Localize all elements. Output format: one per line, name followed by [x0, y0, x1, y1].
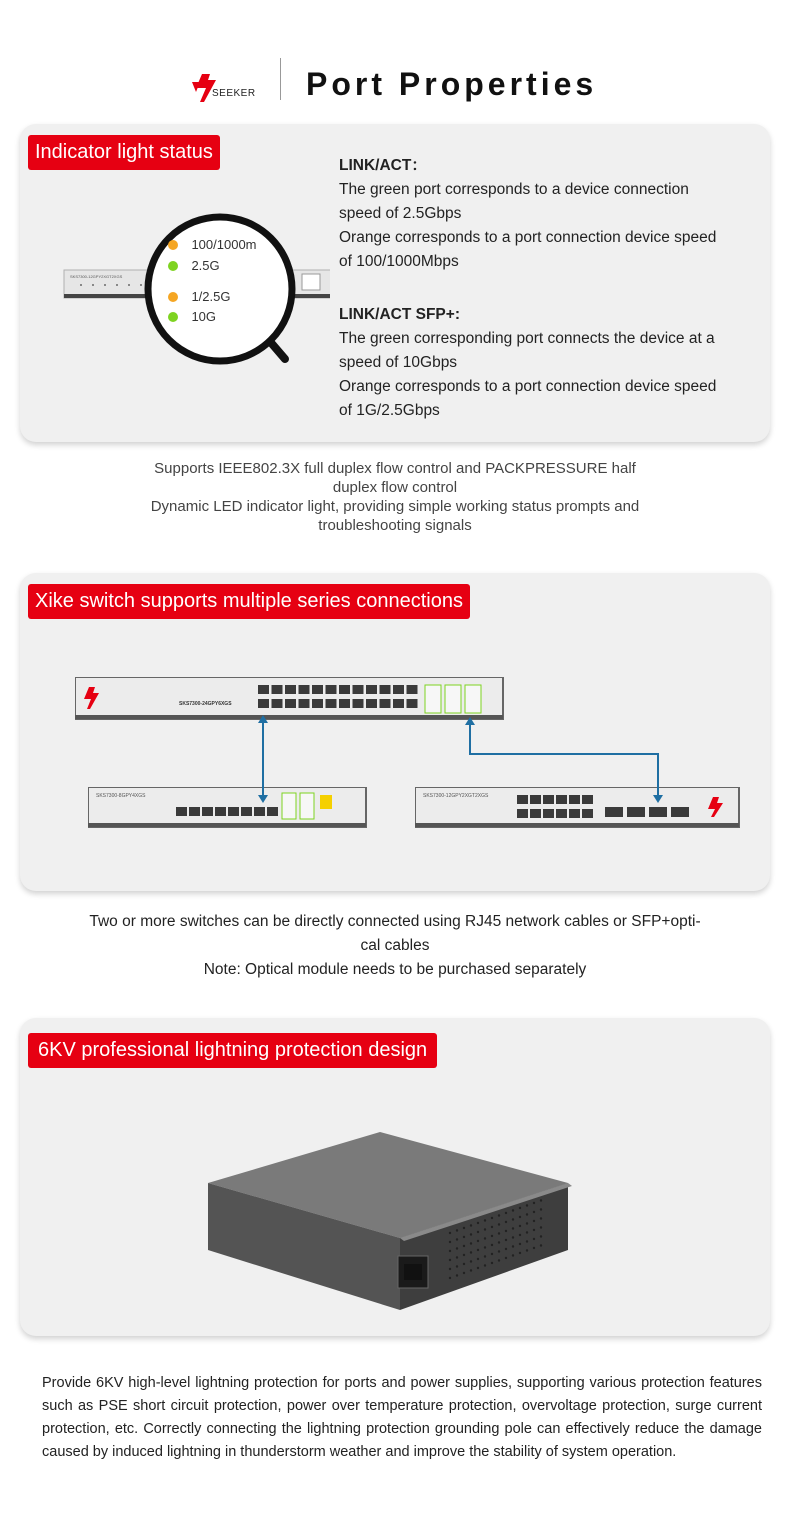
vent-hole: [519, 1216, 521, 1218]
vent-hole: [456, 1238, 458, 1240]
vent-hole: [505, 1230, 507, 1232]
vent-hole: [540, 1235, 542, 1237]
legend-item-1-2-5g: 1/2.5G: [168, 288, 230, 306]
vent-hole: [526, 1231, 528, 1233]
legend-item-2-5g: 2.5G: [168, 257, 220, 275]
vent-hole: [540, 1199, 542, 1201]
vent-hole: [505, 1221, 507, 1223]
vent-hole: [533, 1247, 535, 1249]
section-badge-indicator: Indicator light status: [28, 135, 220, 170]
vent-hole: [533, 1238, 535, 1240]
vent-hole: [491, 1253, 493, 1255]
vent-hole: [463, 1272, 465, 1274]
vent-hole: [540, 1244, 542, 1246]
vent-hole: [484, 1228, 486, 1230]
link-act-sfp-line: Orange corresponds to a port connection device speed: [339, 378, 717, 395]
page-title: Port Properties: [306, 66, 598, 102]
vent-hole: [491, 1244, 493, 1246]
header-divider: [280, 58, 281, 100]
vent-hole: [540, 1208, 542, 1210]
vent-hole: [505, 1257, 507, 1259]
link-act-sfp-info: [339, 303, 759, 423]
series-connection-card: [20, 573, 770, 891]
link-act-title: LINK/ACT：: [339, 157, 427, 174]
vent-hole: [491, 1217, 493, 1219]
vent-hole: [498, 1241, 500, 1243]
vent-hole: [470, 1224, 472, 1226]
vent-hole: [484, 1255, 486, 1257]
left-switch-model: SKS7300-8GPY4XGS: [96, 793, 146, 799]
vent-hole: [449, 1277, 451, 1279]
vent-hole: [491, 1235, 493, 1237]
page-header: [0, 0, 790, 120]
vent-hole: [456, 1265, 458, 1267]
vent-hole: [491, 1262, 493, 1264]
vent-hole: [477, 1258, 479, 1260]
vent-hole: [477, 1222, 479, 1224]
caption-series-connection: Two or more switches can be directly connected using RJ45 network cables or SFP+opti- cal cables Note: Optical module needs to be purchased separately: [89, 913, 701, 978]
strip-model-label: SKS7300-12GPY2XGT2XGS: [70, 274, 123, 279]
vent-hole: [477, 1231, 479, 1233]
vent-hole: [484, 1237, 486, 1239]
vent-hole: [491, 1226, 493, 1228]
vent-hole: [540, 1226, 542, 1228]
caption-flow-control: Supports IEEE802.3X full duplex flow control and PACKPRESSURE half duplex flow control Dynamic LED indicator light, providing simple working status prompts and troubleshooting signals: [150, 460, 640, 534]
vent-hole: [456, 1247, 458, 1249]
vent-hole: [512, 1227, 514, 1229]
link-act-sfp-line: of 1G/2.5Gbps: [339, 402, 440, 419]
link-act-sfp-line: The green corresponding port connects the device at a: [339, 330, 715, 347]
vent-hole: [449, 1250, 451, 1252]
indicator-light-card: [20, 124, 770, 442]
vent-hole: [540, 1217, 542, 1219]
vent-hole: [463, 1245, 465, 1247]
vent-hole: [533, 1202, 535, 1204]
vent-hole: [519, 1252, 521, 1254]
switch-chassis-illustration: [200, 1128, 600, 1328]
vent-hole: [463, 1254, 465, 1256]
vent-hole: [512, 1218, 514, 1220]
vent-hole: [498, 1259, 500, 1261]
vent-hole: [470, 1242, 472, 1244]
section-badge-series: Xike switch supports multiple series connections: [28, 584, 470, 619]
vent-hole: [526, 1249, 528, 1251]
link-act-line: The green port corresponds to a device connection: [339, 181, 689, 198]
orange-dot-icon: [168, 292, 178, 302]
link-act-sfp-title: LINK/ACT SFP+:: [339, 306, 460, 323]
section-badge-lightning: 6KV professional lightning protection design: [28, 1033, 437, 1068]
vent-hole: [505, 1239, 507, 1241]
vent-hole: [463, 1236, 465, 1238]
vent-hole: [463, 1263, 465, 1265]
vent-hole: [519, 1225, 521, 1227]
vent-hole: [512, 1209, 514, 1211]
vent-hole: [505, 1212, 507, 1214]
vent-hole: [456, 1256, 458, 1258]
vent-hole: [449, 1259, 451, 1261]
vent-hole: [470, 1260, 472, 1262]
vent-hole: [484, 1246, 486, 1248]
right-switch-model: SKS7300-12GPY2XGT2XGS: [423, 793, 489, 799]
vent-hole: [498, 1232, 500, 1234]
green-dot-icon: [168, 312, 178, 322]
orange-dot-icon: [168, 240, 178, 250]
vent-hole: [526, 1222, 528, 1224]
vent-hole: [519, 1234, 521, 1236]
vent-hole: [505, 1248, 507, 1250]
vent-hole: [533, 1220, 535, 1222]
vent-hole: [519, 1243, 521, 1245]
vent-hole: [477, 1249, 479, 1251]
vent-hole: [456, 1274, 458, 1276]
vent-hole: [484, 1264, 486, 1266]
link-act-line: Orange corresponds to a port connection device speed: [339, 229, 717, 246]
vent-hole: [470, 1251, 472, 1253]
vent-hole: [526, 1240, 528, 1242]
vent-hole: [484, 1219, 486, 1221]
vent-hole: [477, 1240, 479, 1242]
vent-hole: [470, 1269, 472, 1271]
vent-hole: [512, 1236, 514, 1238]
connection-cables: [20, 573, 770, 891]
vent-hole: [477, 1267, 479, 1269]
vent-hole: [533, 1211, 535, 1213]
green-dot-icon: [168, 261, 178, 271]
vent-hole: [449, 1232, 451, 1234]
lightning-protection-card: [20, 1018, 770, 1336]
legend-item-10g: 10G: [168, 308, 216, 326]
legend-item-100-1000m: 100/1000m: [168, 236, 257, 254]
vent-hole: [449, 1268, 451, 1270]
vent-hole: [533, 1229, 535, 1231]
vent-hole: [449, 1241, 451, 1243]
vent-hole: [498, 1250, 500, 1252]
vent-hole: [526, 1204, 528, 1206]
vent-hole: [470, 1233, 472, 1235]
vent-hole: [519, 1207, 521, 1209]
link-act-sfp-line: speed of 10Gbps: [339, 354, 458, 371]
vent-hole: [498, 1223, 500, 1225]
link-act-line: of 100/1000Mbps: [339, 253, 459, 270]
vent-hole: [512, 1254, 514, 1256]
vent-hole: [498, 1214, 500, 1216]
vent-hole: [512, 1245, 514, 1247]
vent-hole: [463, 1227, 465, 1229]
link-act-line: speed of 2.5Gbps: [339, 205, 462, 222]
lightning-protection-description: Provide 6KV high-level lightning protection for ports and power supplies, supporting various protection features such as PSE short circuit protection, power over temperature protection, overvoltage protection, surge current protection, etc. Correctly connecting the lightning protection grounding pole can effectively reduce the damage caused by induced lightning in thunderstorm weather and improve the stability of system operation.: [42, 1375, 762, 1460]
link-act-info: [339, 154, 759, 274]
brand-name: SEEKER: [212, 88, 256, 99]
vent-hole: [456, 1229, 458, 1231]
top-switch-model: SKS7300-24GPY6XGS: [179, 701, 232, 707]
vent-hole: [526, 1213, 528, 1215]
